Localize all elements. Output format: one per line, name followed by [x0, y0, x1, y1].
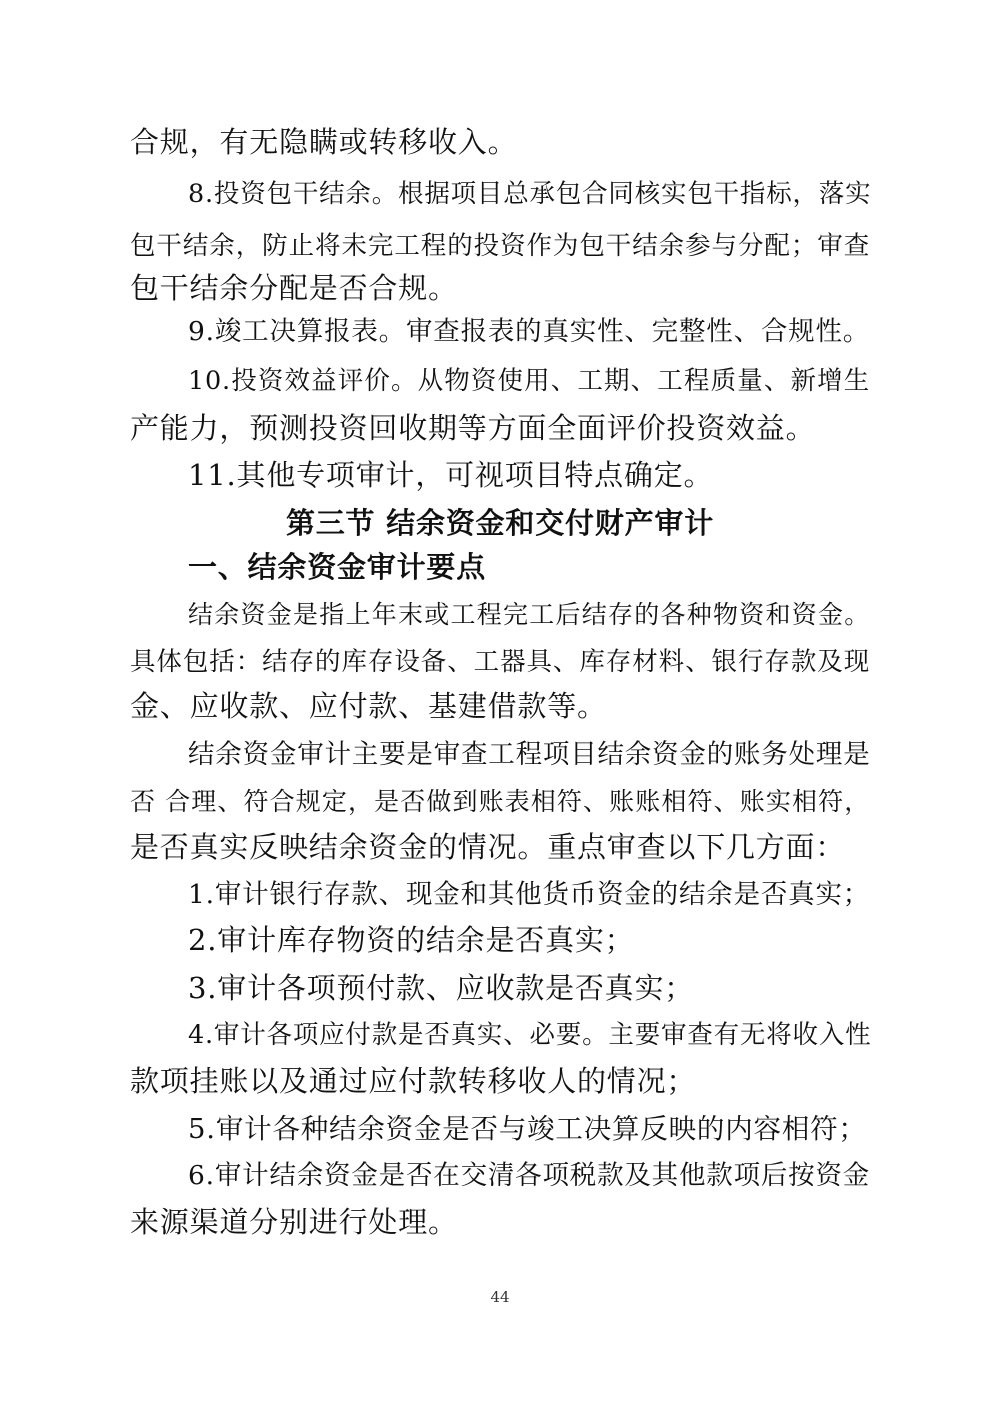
text-line: 金、应收款、应付款、基建借款等。: [130, 689, 607, 723]
text-line: 否 合理、符合规定，是否做到账表相符、账账相符、账实相符，: [130, 787, 870, 816]
text-line: 10.投资效益评价。从物资使用、工期、工程质量、新增生: [188, 366, 870, 396]
text-line: 是否真实反映结余资金的情况。重点审查以下几方面：: [130, 830, 846, 864]
text-line: 2.审计库存物资的结余是否真实；: [188, 923, 635, 957]
text-line: 具体包括：结存的库存设备、工器具、库存材料、银行存款及现: [130, 647, 870, 677]
text-line: 4.审计各项应付款是否真实、必要。主要审查有无将收入性: [188, 1020, 872, 1050]
page-number: 44: [490, 1288, 510, 1306]
text-line: 包干结余分配是否合规。: [130, 271, 458, 305]
text-line: 来源渠道分别进行处理。: [130, 1205, 458, 1239]
text-line: 11.其他专项审计，可视项目特点确定。: [188, 458, 714, 492]
text-line: 合规，有无隐瞒或转移收入。: [130, 125, 518, 159]
section-heading: 第三节 结余资金和交付财产审计: [285, 506, 715, 540]
text-line: 5.审计各种结余资金是否与竣工决算反映的内容相符；: [188, 1113, 867, 1145]
text-line: 3.审计各项预付款、应收款是否真实；: [188, 971, 695, 1005]
text-line: 6.审计结余资金是否在交清各项税款及其他款项后按资金: [188, 1160, 871, 1191]
text-line: 款项挂账以及通过应付款转移收人的情况；: [130, 1064, 697, 1098]
text-line: 1.审计银行存款、现金和其他货币资金的结余是否真实；: [188, 879, 871, 910]
text-line: 包干结余，防止将未完工程的投资作为包干结余参与分配；审查: [130, 231, 870, 261]
text-line: 9.竣工决算报表。审查报表的真实性、完整性、合规性。: [188, 316, 871, 347]
subsection-heading: 一、结余资金审计要点: [188, 550, 487, 584]
text-line: 结余资金是指上年末或工程完工后结存的各种物资和资金。: [188, 600, 870, 629]
text-line: 产能力，预测投资回收期等方面全面评价投资效益。: [130, 411, 816, 445]
text-line: 结余资金审计主要是审查工程项目结余资金的账务处理是: [188, 739, 871, 770]
text-line: 8.投资包干结余。根据项目总承包合同核实包干指标，落实: [188, 179, 872, 209]
